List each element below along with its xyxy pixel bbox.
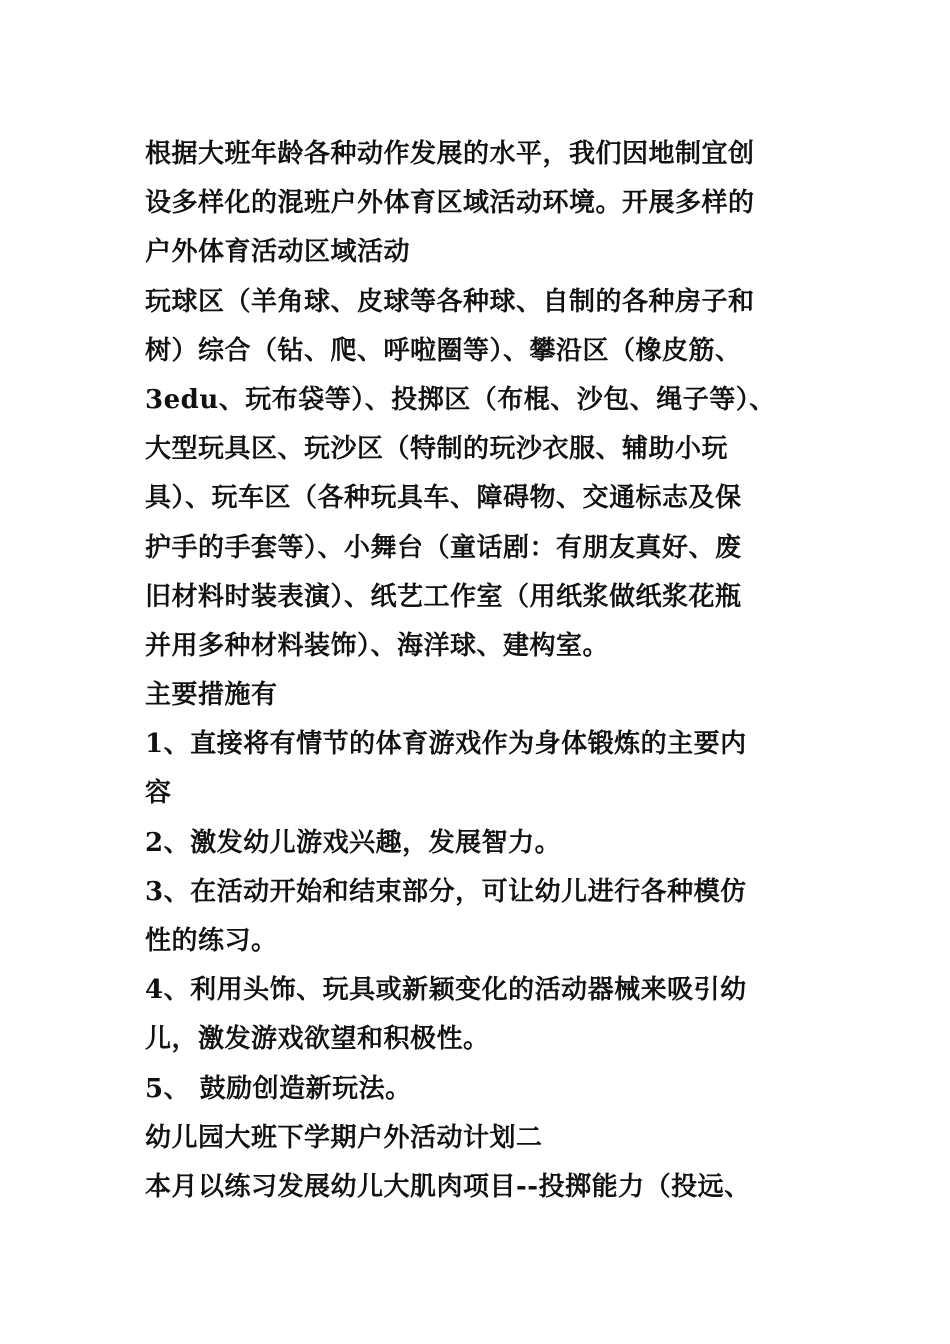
list-item: 3、在活动开始和结束部分，可让幼儿进行各种模仿	[145, 876, 747, 907]
text-line: 旧材料时装表演）、纸艺工作室（用纸浆做纸浆花瓶	[145, 581, 742, 612]
list-item: 5、 鼓励创造新玩法。	[145, 1073, 412, 1104]
text-line: 户外体育活动区域活动	[145, 237, 411, 268]
section-heading: 主要措施有	[145, 680, 278, 711]
text-line: 设多样化的混班户外体育区域活动环境。开展多样的	[145, 188, 755, 219]
text-line: 并用多种材料装饰）、海洋球、建构室。	[145, 630, 610, 661]
document-body	[145, 130, 825, 1212]
text-line: 具）、玩车区（各种玩具车、障碍物、交通标志及保	[145, 483, 742, 514]
list-item: 2、激发幼儿游戏兴趣，发展智力。	[145, 827, 562, 858]
text-line: 大型玩具区、玩沙区（特制的玩沙衣服、辅助小玩	[145, 434, 729, 465]
text-line: 根据大班年龄各种动作发展的水平，我们因地制宜创	[145, 139, 755, 169]
text-line: 本月以练习发展幼儿大肌肉项目--投掷能力（投远、	[145, 1171, 751, 1202]
section-heading: 幼儿园大班下学期户外活动计划二	[145, 1122, 543, 1153]
list-item: 1、直接将有情节的体育游戏作为身体锻炼的主要内	[145, 729, 747, 760]
list-item: 4、利用头饰、玩具或新颖变化的活动器械来吸引幼	[145, 975, 747, 1006]
text-line: 儿，激发游戏欲望和积极性。	[145, 1024, 490, 1055]
text-line: 玩球区（羊角球、皮球等各种球、自制的各种房子和	[145, 286, 755, 317]
text-line: 性的练习。	[145, 926, 278, 956]
text-line: 护手的手套等）、小舞台（童话剧：有朋友真好、废	[145, 532, 742, 563]
text-line: 3edu、玩布袋等）、投掷区（布棍、沙包、绳子等）、	[145, 384, 776, 415]
text-line: 容	[145, 778, 172, 809]
text-line: 树）综合（钻、爬、呼啦圈等）、攀沿区（橡皮筋、	[145, 335, 742, 366]
